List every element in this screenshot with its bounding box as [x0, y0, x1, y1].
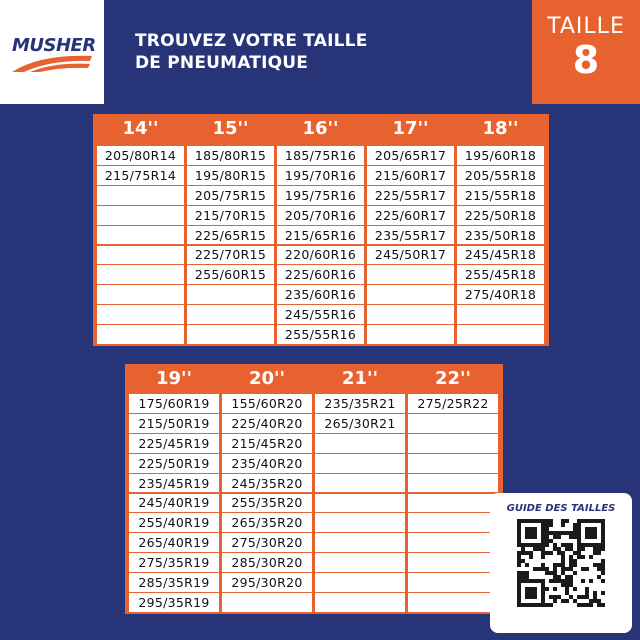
size-cell: 265/35R20	[222, 513, 312, 532]
size-cell	[367, 265, 454, 284]
size-cell: 245/35R20	[222, 474, 312, 493]
size-cell: 205/55R18	[457, 166, 544, 185]
size-column	[222, 364, 312, 614]
size-cell: 215/50R19	[129, 414, 219, 433]
size-cell	[315, 573, 405, 592]
size-cell: 195/80R15	[187, 166, 274, 185]
size-column	[457, 114, 544, 346]
size-cell	[97, 226, 184, 245]
title-line-1: TROUVEZ VOTRE TAILLE	[135, 31, 368, 51]
size-cell: 255/40R19	[129, 513, 219, 532]
column-header: 16''	[302, 118, 339, 139]
size-cell: 255/35R20	[222, 494, 312, 513]
column-header: 20''	[248, 368, 286, 389]
size-cell: 265/40R19	[129, 533, 219, 552]
size-column	[315, 364, 405, 614]
size-cell	[457, 325, 544, 344]
size-cell	[97, 265, 184, 284]
bottom-size-table	[125, 364, 503, 614]
size-cell	[367, 285, 454, 304]
size-cell: 155/60R20	[222, 394, 312, 413]
size-cell: 220/60R16	[277, 246, 364, 265]
size-cell: 255/45R18	[457, 265, 544, 284]
size-cell	[315, 553, 405, 572]
size-column	[277, 114, 364, 346]
size-cell: 275/40R18	[457, 285, 544, 304]
size-cell	[315, 434, 405, 453]
qr-card	[490, 493, 632, 633]
size-cell	[408, 414, 498, 433]
size-number: 8	[572, 38, 600, 82]
size-cell: 205/80R14	[97, 146, 184, 165]
size-cell	[408, 474, 498, 493]
size-cell: 285/35R19	[129, 573, 219, 592]
size-cell: 255/55R16	[277, 325, 364, 344]
size-cell: 265/30R21	[315, 414, 405, 433]
size-cell: 225/65R15	[187, 226, 274, 245]
size-cell	[97, 325, 184, 344]
size-cell	[97, 246, 184, 265]
column-header: 15''	[212, 118, 249, 139]
size-cell	[97, 206, 184, 225]
page-title	[135, 30, 368, 74]
size-cell: 275/30R20	[222, 533, 312, 552]
brand-logo	[0, 0, 104, 104]
size-cell	[367, 305, 454, 324]
size-cell: 215/65R16	[277, 226, 364, 245]
size-cell: 285/30R20	[222, 553, 312, 572]
size-cell	[187, 285, 274, 304]
size-cell: 225/50R19	[129, 454, 219, 473]
size-cell: 215/55R18	[457, 186, 544, 205]
size-cell: 275/35R19	[129, 553, 219, 572]
size-cell: 225/55R17	[367, 186, 454, 205]
column-header: 18''	[482, 118, 519, 139]
size-cell: 225/60R17	[367, 206, 454, 225]
size-cell	[408, 434, 498, 453]
size-column	[97, 114, 184, 346]
logo-swoosh-icon	[10, 52, 94, 74]
column-header: 21''	[341, 368, 379, 389]
size-cell	[408, 454, 498, 473]
size-cell	[97, 305, 184, 324]
size-label: TAILLE	[547, 14, 625, 39]
column-header: 19''	[155, 368, 193, 389]
size-cell: 225/50R18	[457, 206, 544, 225]
size-cell: 235/35R21	[315, 394, 405, 413]
size-column	[408, 364, 498, 614]
size-cell	[367, 325, 454, 344]
size-cell	[222, 593, 312, 612]
column-header: 14''	[122, 118, 159, 139]
size-cell	[408, 593, 498, 612]
brand-name: MUSHER	[12, 35, 96, 56]
size-cell	[97, 186, 184, 205]
size-cell: 215/60R17	[367, 166, 454, 185]
size-cell: 245/40R19	[129, 494, 219, 513]
size-cell: 205/65R17	[367, 146, 454, 165]
size-cell: 205/75R15	[187, 186, 274, 205]
size-cell	[408, 513, 498, 532]
size-cell: 225/45R19	[129, 434, 219, 453]
size-cell: 295/30R20	[222, 573, 312, 592]
size-cell: 215/70R15	[187, 206, 274, 225]
size-cell: 195/60R18	[457, 146, 544, 165]
size-cell: 245/45R18	[457, 246, 544, 265]
size-cell	[408, 533, 498, 552]
title-line-2: DE PNEUMATIQUE	[135, 53, 309, 73]
size-cell: 175/60R19	[129, 394, 219, 413]
size-cell: 225/60R16	[277, 265, 364, 284]
size-column	[129, 364, 219, 614]
size-cell: 195/75R16	[277, 186, 364, 205]
size-cell	[315, 513, 405, 532]
size-cell: 235/45R19	[129, 474, 219, 493]
size-cell	[315, 454, 405, 473]
size-cell: 245/50R17	[367, 246, 454, 265]
size-cell	[187, 325, 274, 344]
size-cell	[408, 494, 498, 513]
size-cell	[408, 573, 498, 592]
size-cell	[315, 494, 405, 513]
size-cell	[408, 553, 498, 572]
size-cell: 235/60R16	[277, 285, 364, 304]
size-cell	[457, 305, 544, 324]
size-cell: 235/50R18	[457, 226, 544, 245]
column-header: 22''	[434, 368, 472, 389]
size-cell: 215/75R14	[97, 166, 184, 185]
size-cell: 225/70R15	[187, 246, 274, 265]
size-cell: 235/55R17	[367, 226, 454, 245]
size-cell	[315, 533, 405, 552]
size-cell: 205/70R16	[277, 206, 364, 225]
size-cell: 245/55R16	[277, 305, 364, 324]
size-cell: 235/40R20	[222, 454, 312, 473]
size-cell: 185/75R16	[277, 146, 364, 165]
size-cell: 215/45R20	[222, 434, 312, 453]
size-badge	[532, 0, 640, 104]
size-cell: 275/25R22	[408, 394, 498, 413]
size-column	[367, 114, 454, 346]
qr-title: GUIDE DES TAILLES	[506, 503, 616, 514]
top-size-table	[93, 114, 549, 346]
column-header: 17''	[392, 118, 429, 139]
size-cell: 225/40R20	[222, 414, 312, 433]
size-cell	[315, 593, 405, 612]
size-cell: 185/80R15	[187, 146, 274, 165]
size-cell: 195/70R16	[277, 166, 364, 185]
size-cell: 295/35R19	[129, 593, 219, 612]
size-cell: 255/60R15	[187, 265, 274, 284]
qr-code-icon[interactable]	[517, 519, 605, 627]
size-column	[187, 114, 274, 346]
size-cell	[187, 305, 274, 324]
size-cell	[315, 474, 405, 493]
size-cell	[97, 285, 184, 304]
